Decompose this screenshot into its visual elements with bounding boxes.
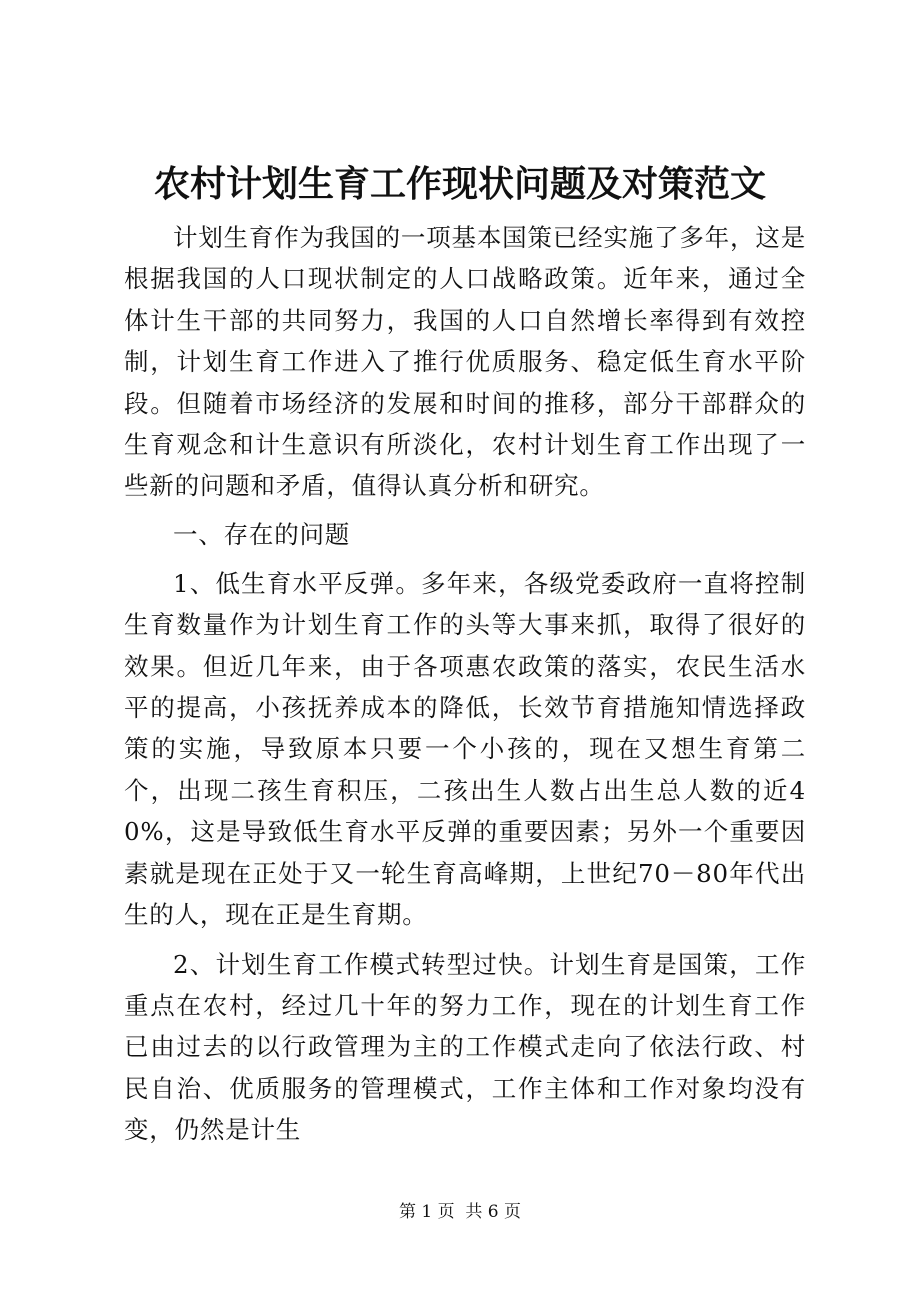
document-title: 农村计划生育工作现状问题及对策范文 (153, 163, 766, 205)
document-body (124, 217, 806, 1151)
page-number-label: 第 1 页 共 6 页 (398, 1202, 522, 1222)
problem-1-paragraph: 1、低生育水平反弹。多年来，各级党委政府一直将控制生育数量作为计划生育工作的头等大事来抓，取得了很好的效果。但近几年来，由于各项惠农政策的落实，农民生活水平的提高，小孩抚养成本的降低，长效节育措施知情选择政策的实施，导致原本只要一个小孩的，现在又想生育第二个，出现二孩生育积压，二孩出生人数占出生总人数的近40%，这是导致低生育水平反弹的重要因素；另外一个重要因素就是现在正处于又一轮生育高峰期，上世纪70－80年代出生的人，现在正是生育期。 (124, 568, 806, 930)
page-footer (0, 1200, 920, 1224)
section-heading-problems: 一、存在的问题 (173, 519, 351, 549)
intro-paragraph: 计划生育作为我国的一项基本国策已经实施了多年，这是根据我国的人口现状制定的人口战略政策。近年来，通过全体计生干部的共同努力，我国的人口自然增长率得到有效控制，计划生育工作进入了推行优质服务、稳定低生育水平阶段。但随着市场经济的发展和时间的推移，部分干部群众的生育观念和计生意识有所淡化，农村计划生育工作出现了一些新的问题和矛盾，值得认真分析和研究。 (124, 223, 806, 501)
problem-2-paragraph: 2、计划生育工作模式转型过快。计划生育是国策，工作重点在农村，经过几十年的努力工作，现在的计划生育工作已由过去的以行政管理为主的工作模式走向了依法行政、村民自治、优质服务的管理模式，工作主体和工作对象均没有变，仍然是计生 (124, 949, 806, 1145)
